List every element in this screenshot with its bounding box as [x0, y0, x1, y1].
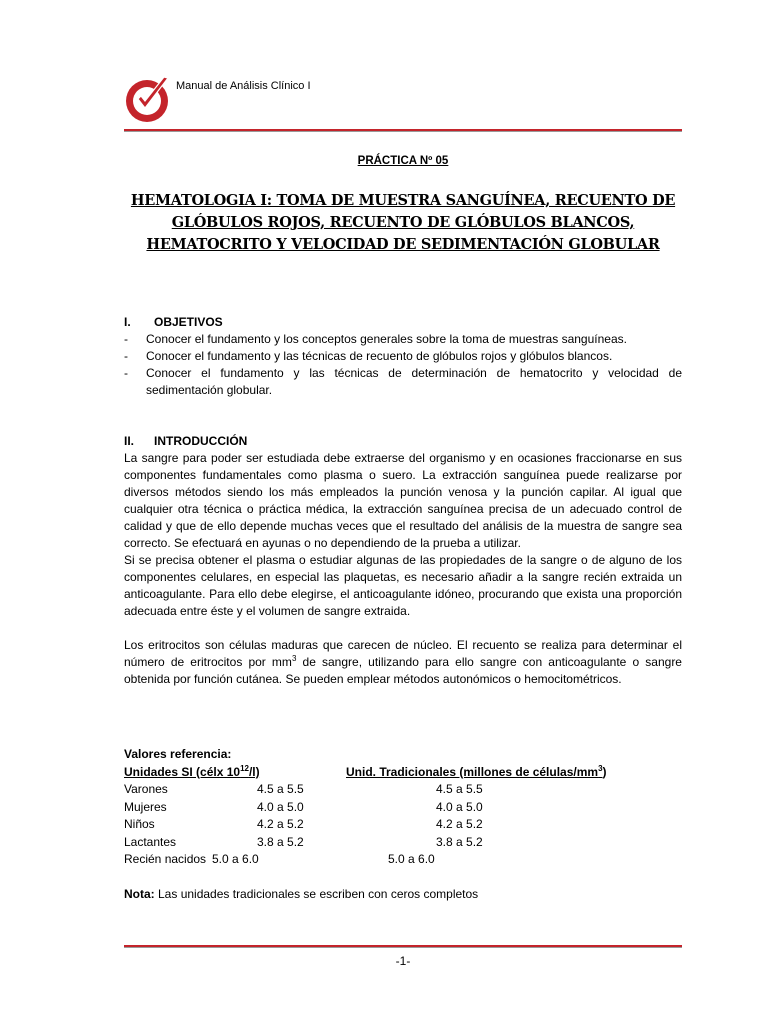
objectives-number: I. [124, 315, 131, 329]
objective-text: Conocer el fundamento y las técnicas de recuento de glóbulos rojos y glóbulos blancos. [146, 349, 613, 363]
traditional-value: 4.0 a 5.0 [436, 799, 483, 814]
table-row [124, 781, 682, 799]
main-title-line: GLÓBULOS ROJOS, RECUENTO DE GLÓBULOS BLANCOS, [171, 214, 635, 231]
superscript: 12 [240, 763, 249, 773]
para-text: de sangre, utilizando para ello sangre con anticoagulante o sangre obtenida por función cutánea. Se pueden emplear métodos autonómicos o hemocitométricos. [124, 655, 682, 686]
practice-label: PRÁCTICA Nº 05 [357, 155, 449, 167]
objective-text: Conocer el fundamento y los conceptos generales sobre la toma de muestras sanguíneas. [146, 332, 627, 346]
row-label: Recién nacidos [124, 852, 207, 866]
header-text: /l) [248, 764, 260, 779]
list-bullet: - [124, 349, 128, 363]
superscript: 3 [598, 763, 603, 773]
si-value: 3.8 a 5.2 [257, 834, 304, 849]
introduction-section [124, 433, 682, 688]
list-bullet: - [124, 332, 128, 346]
main-title-line: HEMATOCRITO Y VELOCIDAD DE SEDIMENTACIÓN GLOBULAR [146, 236, 660, 253]
row-label: Mujeres [124, 799, 167, 814]
main-title-line: HEMATOLOGIA I: TOMA DE MUESTRA SANGUÍNEA, RECUENTO DE [130, 192, 676, 209]
table-row [124, 851, 682, 869]
header-rule [124, 129, 682, 132]
list-item [124, 331, 682, 348]
introduction-heading [124, 433, 682, 450]
introduction-title: INTRODUCCIÓN [154, 434, 248, 448]
note [124, 887, 478, 901]
footer-rule [124, 945, 682, 948]
objectives-title: OBJETIVOS [154, 315, 223, 329]
si-value: 4.0 a 5.0 [257, 799, 304, 814]
note-text: Las unidades tradicionales se escriben con ceros completos [154, 887, 479, 901]
table-row [124, 816, 682, 834]
row-label: Niños [124, 817, 155, 831]
page-number: -1- [395, 954, 411, 968]
reference-values [124, 746, 682, 869]
table-row [124, 834, 682, 852]
traditional-value: 4.2 a 5.2 [436, 817, 483, 831]
intro-paragraph: La sangre para poder ser estudiada debe extraerse del organismo y en ocasiones fraccionarse en sus componentes fundamentales como plasma o suero. La extracción sanguínea puede realizarse por diversos métodos siendo los más empleados la punción venosa y la punción capilar. Al igual que cualquier otra técnica o práctica médica, la extracción sanguínea precisa de un adecuado control de calidad y que de ello depende muchas veces que el resultado del análisis de la muestra de sangre sea correcto. Se efectuará en ayunas o no dependiendo de la prueba a utilizar. [124, 451, 682, 550]
manual-title: Manual de Análisis Clínico I [176, 80, 311, 92]
reference-title: Valores referencia: [124, 747, 232, 761]
quality-seal-logo [124, 70, 172, 128]
si-units-header [124, 764, 260, 782]
si-value: 4.5 a 5.5 [257, 782, 304, 796]
objectives-section [124, 314, 682, 399]
list-item [124, 365, 682, 399]
header-text: ) [602, 764, 607, 779]
row-label: Lactantes [124, 834, 177, 849]
si-value: 5.0 a 6.0 [212, 852, 259, 866]
row-label: Varones [124, 782, 168, 796]
header-text: Unidades SI (célx 10 [124, 764, 241, 779]
list-item [124, 348, 682, 365]
traditional-value: 3.8 a 5.2 [436, 834, 483, 849]
para-text: Los eritrocitos son células maduras que carecen de núcleo. El recuento se realiza para determinar el número de eritrocitos por mm [124, 638, 682, 669]
reference-header-row [124, 764, 682, 782]
main-title [124, 190, 682, 256]
list-bullet: - [124, 366, 128, 380]
si-value: 4.2 a 5.2 [257, 817, 304, 831]
traditional-units-header [346, 764, 607, 782]
objectives-heading [124, 314, 682, 331]
traditional-value: 5.0 a 6.0 [388, 852, 435, 866]
objective-text: Conocer el fundamento y las técnicas de determinación de hematocrito y velocidad de sedimentación globular. [146, 366, 682, 397]
superscript: 3 [291, 654, 297, 663]
note-label: Nota: [124, 887, 155, 901]
introduction-number: II. [124, 434, 135, 448]
intro-paragraph: Si se precisa obtener el plasma o estudiar algunas de las propiedades de la sangre o de alguno de los componentes celulares, en especial las plaquetas, es necesario añadir a la sangre recién extraida un anticoagulante. Para ello debe elegirse, el anticoagulante idóneo, procurando que exista una proporción adecuada entre éste y el volumen de sangre extraida. [124, 553, 682, 618]
header-text: Unid. Tradicionales (millones de células/mm [346, 764, 599, 779]
traditional-value: 4.5 a 5.5 [436, 782, 483, 796]
table-row [124, 799, 682, 817]
intro-paragraph [124, 637, 682, 688]
